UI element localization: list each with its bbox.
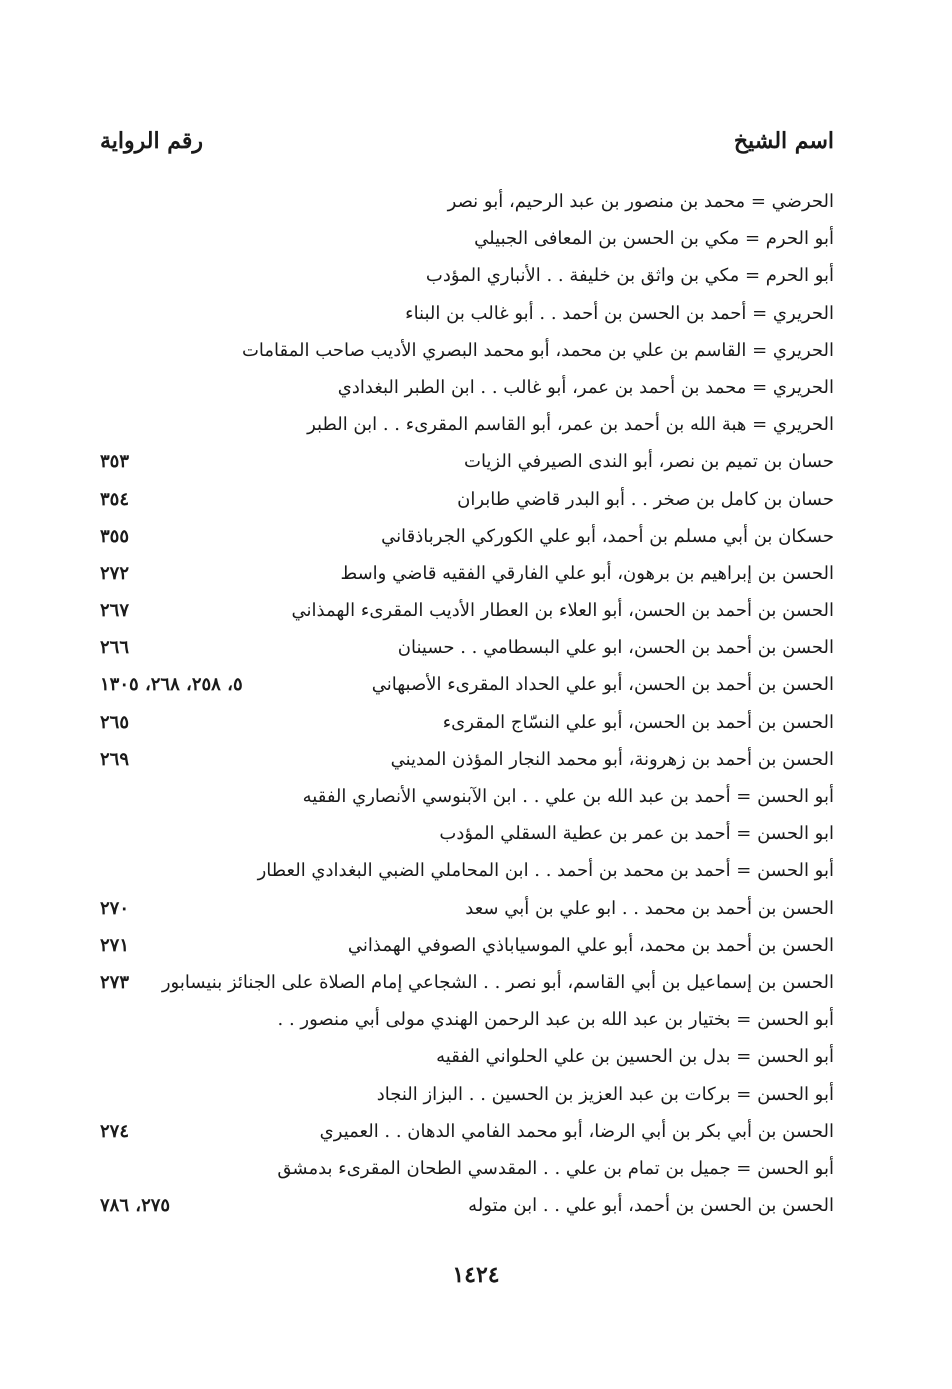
table-row bbox=[100, 1079, 834, 1116]
table-row bbox=[100, 930, 834, 967]
table-row bbox=[100, 781, 834, 818]
entry-name: الحسن بن أحمد بن الحسن، أبو علي الحداد المقرىء الأصبهاني bbox=[371, 674, 834, 696]
index-entries bbox=[100, 186, 834, 1227]
entry-number: ٣٥٤ bbox=[100, 488, 130, 510]
table-row bbox=[100, 1116, 834, 1153]
entry-name: أبو الحرم = مكي بن الحسن بن المعافى الجبيلي bbox=[474, 228, 834, 250]
entry-name: أبو الحسن = جميل بن تمام بن علي . . المقدسي الطحان المقرىء بدمشق bbox=[277, 1157, 834, 1179]
table-row bbox=[100, 1153, 834, 1190]
entry-name: حسان بن تميم بن نصر، أبو الندى الصيرفي الزيات bbox=[464, 451, 834, 473]
table-row bbox=[100, 1004, 834, 1041]
table-header bbox=[100, 128, 834, 168]
entry-name: أبو الحسن = بركات بن عبد العزيز بن الحسين . . البزاز النجاد bbox=[376, 1083, 834, 1105]
table-row bbox=[100, 372, 834, 409]
page-number: ١٤٢٤ bbox=[452, 1262, 500, 1288]
table-row bbox=[100, 260, 834, 297]
entry-number: ٣٥٥ bbox=[100, 525, 130, 547]
entry-name: ابو الحسن = أحمد بن عمر بن عطية السقلي المؤدب bbox=[439, 823, 834, 845]
table-row bbox=[100, 632, 834, 669]
entry-name: الحسن بن إبراهيم بن برهون، أبو علي الفارقي الفقيه قاضي واسط bbox=[340, 562, 834, 584]
entry-name: أبو الحسن = أحمد بن محمد بن أحمد . . ابن المحاملي الضبي البغدادي العطار bbox=[257, 860, 834, 882]
entry-name: الحريري = القاسم بن علي بن محمد، أبو محمد البصري الأديب صاحب المقامات bbox=[241, 339, 834, 361]
entry-name: الحسن بن أبي بكر بن أبي الرضا، أبو محمد الفامي الدهان . . العميري bbox=[319, 1120, 834, 1142]
entry-name: حسان بن كامل بن صخر . . أبو البدر قاضي طابران bbox=[457, 488, 834, 510]
entry-name: أبو الحرم = مكي بن واثق بن خليفة . . الأنباري المؤدب bbox=[425, 265, 834, 287]
entry-name: الحريري = هبة الله بن أحمد بن عمر، أبو القاسم المقرىء . . ابن الطبر bbox=[307, 414, 834, 436]
entry-number: ٢٧٢ bbox=[100, 562, 130, 584]
entry-number: ٢٧٥، ٧٨٦ bbox=[100, 1195, 171, 1217]
entry-name: الحسن بن أحمد بن محمد . . ابو علي بن أبي سعد bbox=[465, 897, 834, 919]
entry-name: الحسن بن الحسن بن أحمد، أبو علي . . ابن متوله bbox=[468, 1195, 834, 1217]
entry-number: ٥، ٢٥٨، ٢٦٨، ١٣٠٥ bbox=[100, 674, 243, 696]
entry-name: الحسن بن أحمد بن الحسن، أبو العلاء بن العطار الأديب المقرىء الهمذاني bbox=[291, 600, 834, 622]
table-row bbox=[100, 855, 834, 892]
entry-name: الحسن بن أحمد بن الحسن، ابو علي البسطامي . . حسينان bbox=[397, 637, 834, 659]
entry-name: الحسن بن أحمد بن زهرونة، أبو محمد النجار المؤذن المديني bbox=[390, 748, 834, 770]
table-row bbox=[100, 893, 834, 930]
entry-name: الحريري = محمد بن أحمد بن عمر، أبو غالب . . ابن الطبر البغدادي bbox=[337, 376, 834, 398]
table-row bbox=[100, 223, 834, 260]
table-row bbox=[100, 1190, 834, 1227]
table-row bbox=[100, 707, 834, 744]
entry-number: ٢٧٤ bbox=[100, 1120, 130, 1142]
table-row bbox=[100, 446, 834, 483]
table-row bbox=[100, 744, 834, 781]
table-row bbox=[100, 409, 834, 446]
entry-name: الحسن بن أحمد بن محمد، أبو علي الموسياباذي الصوفي الهمذاني bbox=[347, 934, 834, 956]
table-row bbox=[100, 558, 834, 595]
entry-name: الحسن بن إسماعيل بن أبي القاسم، أبو نصر . . الشجاعي إمام الصلاة على الجنائز بنيسابور bbox=[161, 971, 834, 993]
entry-number: ٢٧٠ bbox=[100, 897, 130, 919]
table-row bbox=[100, 967, 834, 1004]
table-row bbox=[100, 1041, 834, 1078]
entry-name: الحرضي = محمد بن منصور بن عبد الرحيم، أبو نصر bbox=[447, 191, 834, 212]
table-row bbox=[100, 484, 834, 521]
entry-name: حسكان بن أبي مسلم بن أحمد، أبو علي الكوركي الجرباذقاني bbox=[381, 525, 834, 547]
header-sheikh-name: اسم الشيخ bbox=[733, 128, 834, 154]
entry-number: ٢٧١ bbox=[100, 934, 130, 956]
table-row bbox=[100, 335, 834, 372]
entry-name: الحريري = أحمد بن الحسن بن أحمد . . أبو غالب بن البناء bbox=[405, 302, 834, 324]
table-row bbox=[100, 186, 834, 223]
header-narration-number: رقم الرواية bbox=[100, 128, 204, 154]
entry-name: أبو الحسن = بدل بن الحسين بن علي الحلواني الفقيه bbox=[436, 1046, 834, 1068]
entry-number: ٢٦٩ bbox=[100, 748, 130, 770]
entry-number: ٢٧٣ bbox=[100, 971, 130, 993]
entry-name: أبو الحسن = بختيار بن عبد الله بن عبد الرحمن الهندي مولى أبي منصور . . bbox=[277, 1009, 834, 1031]
entry-number: ٢٦٦ bbox=[100, 637, 130, 659]
entry-number: ٣٥٣ bbox=[100, 451, 130, 473]
table-row bbox=[100, 818, 834, 855]
table-row bbox=[100, 669, 834, 706]
entry-name: الحسن بن أحمد بن الحسن، أبو علي النسّاج المقرىء bbox=[442, 711, 834, 733]
entry-name: أبو الحسن = أحمد بن عبد الله بن علي . . ابن الآبنوسي الأنصاري الفقيه bbox=[302, 786, 834, 807]
table-row bbox=[100, 298, 834, 335]
entry-number: ٢٦٧ bbox=[100, 600, 130, 622]
table-row bbox=[100, 521, 834, 558]
table-row bbox=[100, 595, 834, 632]
entry-number: ٢٦٥ bbox=[100, 711, 130, 733]
